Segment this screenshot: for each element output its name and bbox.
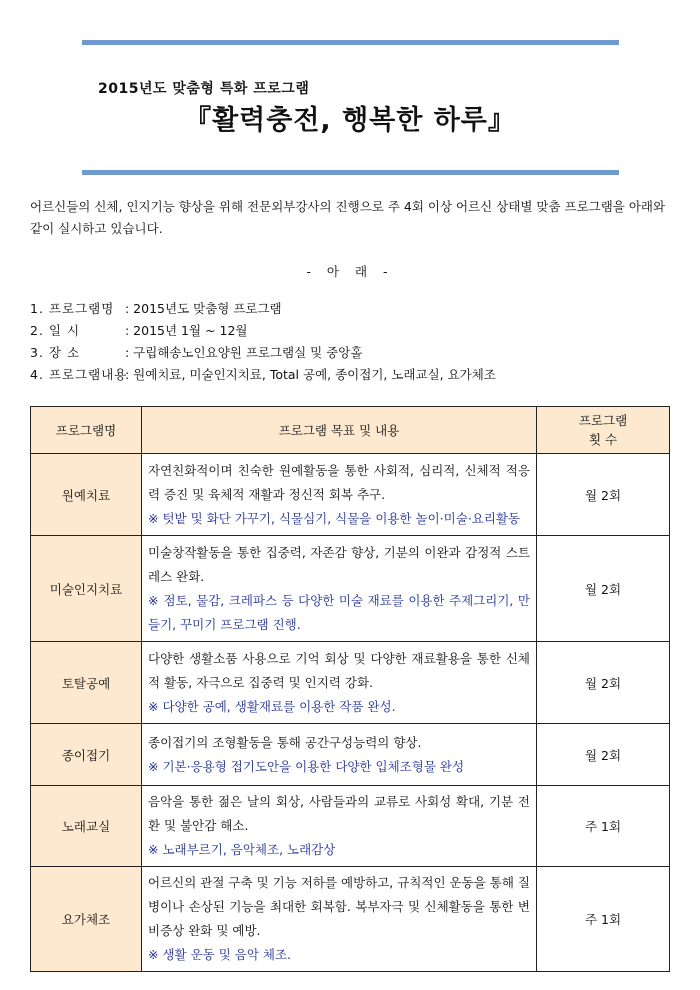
description-text: 음악을 통한 젊은 날의 회상, 사람들과의 교류로 사회성 확대, 기분 전환 및 불안감 해소. — [148, 794, 530, 833]
info-key: 2. 일 시 — [30, 323, 81, 338]
info-value: : 2015년도 맞춤형 프로그램 — [125, 301, 282, 316]
activity-note: ※ 점토, 물감, 크레파스 등 다양한 미술 재료를 이용한 주제그리기, 만들기, 꾸미기 프로그램 진행. — [148, 592, 530, 632]
document-title: 『활력충전, 행복한 하루』 — [184, 105, 516, 136]
info-row — [30, 364, 680, 386]
column-header-content: 프로그램 목표 및 내용 — [142, 407, 537, 454]
session-count: 월 2회 — [537, 536, 670, 642]
activity-note: ※ 다양한 공예, 생활재료를 이용한 작품 완성. — [148, 698, 396, 714]
session-count: 주 1회 — [537, 786, 670, 867]
program-name: 종이접기 — [31, 724, 142, 786]
section-divider: - 아 래 - — [306, 264, 394, 279]
description-text: 어르신의 관절 구축 및 기능 저하를 예방하고, 규칙적인 운동을 통해 질병이나 손상된 기능을 최대한 회복함. 복부자극 및 신체활동을 통한 변비증상 완화 및 예방. — [148, 875, 530, 938]
info-row — [30, 298, 680, 320]
session-count: 월 2회 — [537, 642, 670, 724]
program-name: 요가체조 — [31, 867, 142, 972]
info-value: : 원예치료, 미술인지치료, Total 공예, 종이접기, 노래교실, 요가체조 — [125, 367, 496, 382]
activity-note: ※ 생활 운동 및 음악 체조. — [148, 947, 291, 962]
info-value: : 2015년 1월 ~ 12월 — [125, 323, 248, 338]
info-value: : 구립해송노인요양원 프로그램실 및 중앙홀 — [125, 345, 363, 360]
program-name: 미술인지치료 — [31, 536, 142, 642]
program-description — [142, 454, 537, 536]
description-text: 다양한 생활소품 사용으로 기억 회상 및 다양한 재료활용을 통한 신체적 활동, 자극으로 집중력 및 인지력 강화. — [148, 650, 530, 690]
activity-note: ※ 기본·응용형 접기도안을 이용한 다양한 입체조형물 완성 — [148, 758, 465, 774]
program-name: 노래교실 — [31, 786, 142, 867]
table-row — [31, 867, 670, 972]
program-description — [142, 867, 537, 972]
program-description — [142, 642, 537, 724]
bottom-rule — [82, 170, 619, 175]
session-count: 주 1회 — [537, 867, 670, 972]
column-header-name: 프로그램명 — [31, 407, 142, 454]
program-name: 원예치료 — [31, 454, 142, 536]
program-description — [142, 536, 537, 642]
document-subtitle: 2015년도 맞춤형 특화 프로그램 — [98, 81, 310, 97]
info-row — [30, 342, 680, 364]
program-description — [142, 724, 537, 786]
info-row — [30, 320, 680, 342]
activity-note: ※ 노래부르기, 음악체조, 노래감상 — [148, 842, 336, 857]
table-row — [31, 536, 670, 642]
description-text: 미술창작활동을 통한 집중력, 자존감 향상, 기분의 이완과 감정적 스트레스 완화. — [148, 544, 530, 584]
column-header-count: 프로그램 횟 수 — [537, 407, 670, 454]
program-name: 토탈공예 — [31, 642, 142, 724]
intro-paragraph: 어르신들의 신체, 인지기능 향상을 위해 전문외부강사의 진행으로 주 4회 이상 어르신 상태별 맞춤 프로그램을 아래와 같이 실시하고 있습니다. — [30, 199, 666, 236]
info-key: 1. 프로그램명 — [30, 301, 115, 316]
table-row — [31, 454, 670, 536]
session-count: 월 2회 — [537, 454, 670, 536]
activity-note: ※ 텃밭 및 화단 가꾸기, 식물심기, 식물을 이용한 놀이·미술·요리활동 — [148, 510, 521, 526]
table-row — [31, 724, 670, 786]
description-text: 자연친화적이며 친숙한 원예활동을 통한 사회적, 심리적, 신체적 적응력 증진 및 육체적 재활과 정신적 회복 추구. — [148, 462, 530, 502]
program-info-list — [30, 298, 680, 386]
table-header-row — [31, 407, 670, 454]
top-rule — [82, 40, 619, 45]
program-table — [30, 406, 670, 972]
table-row — [31, 642, 670, 724]
table-row — [31, 786, 670, 867]
session-count: 월 2회 — [537, 724, 670, 786]
description-text: 종이접기의 조형활동을 통해 공간구성능력의 향상. — [148, 734, 422, 750]
info-key: 3. 장 소 — [30, 345, 81, 360]
program-description — [142, 786, 537, 867]
info-key: 4. 프로그램내용 — [30, 367, 128, 382]
